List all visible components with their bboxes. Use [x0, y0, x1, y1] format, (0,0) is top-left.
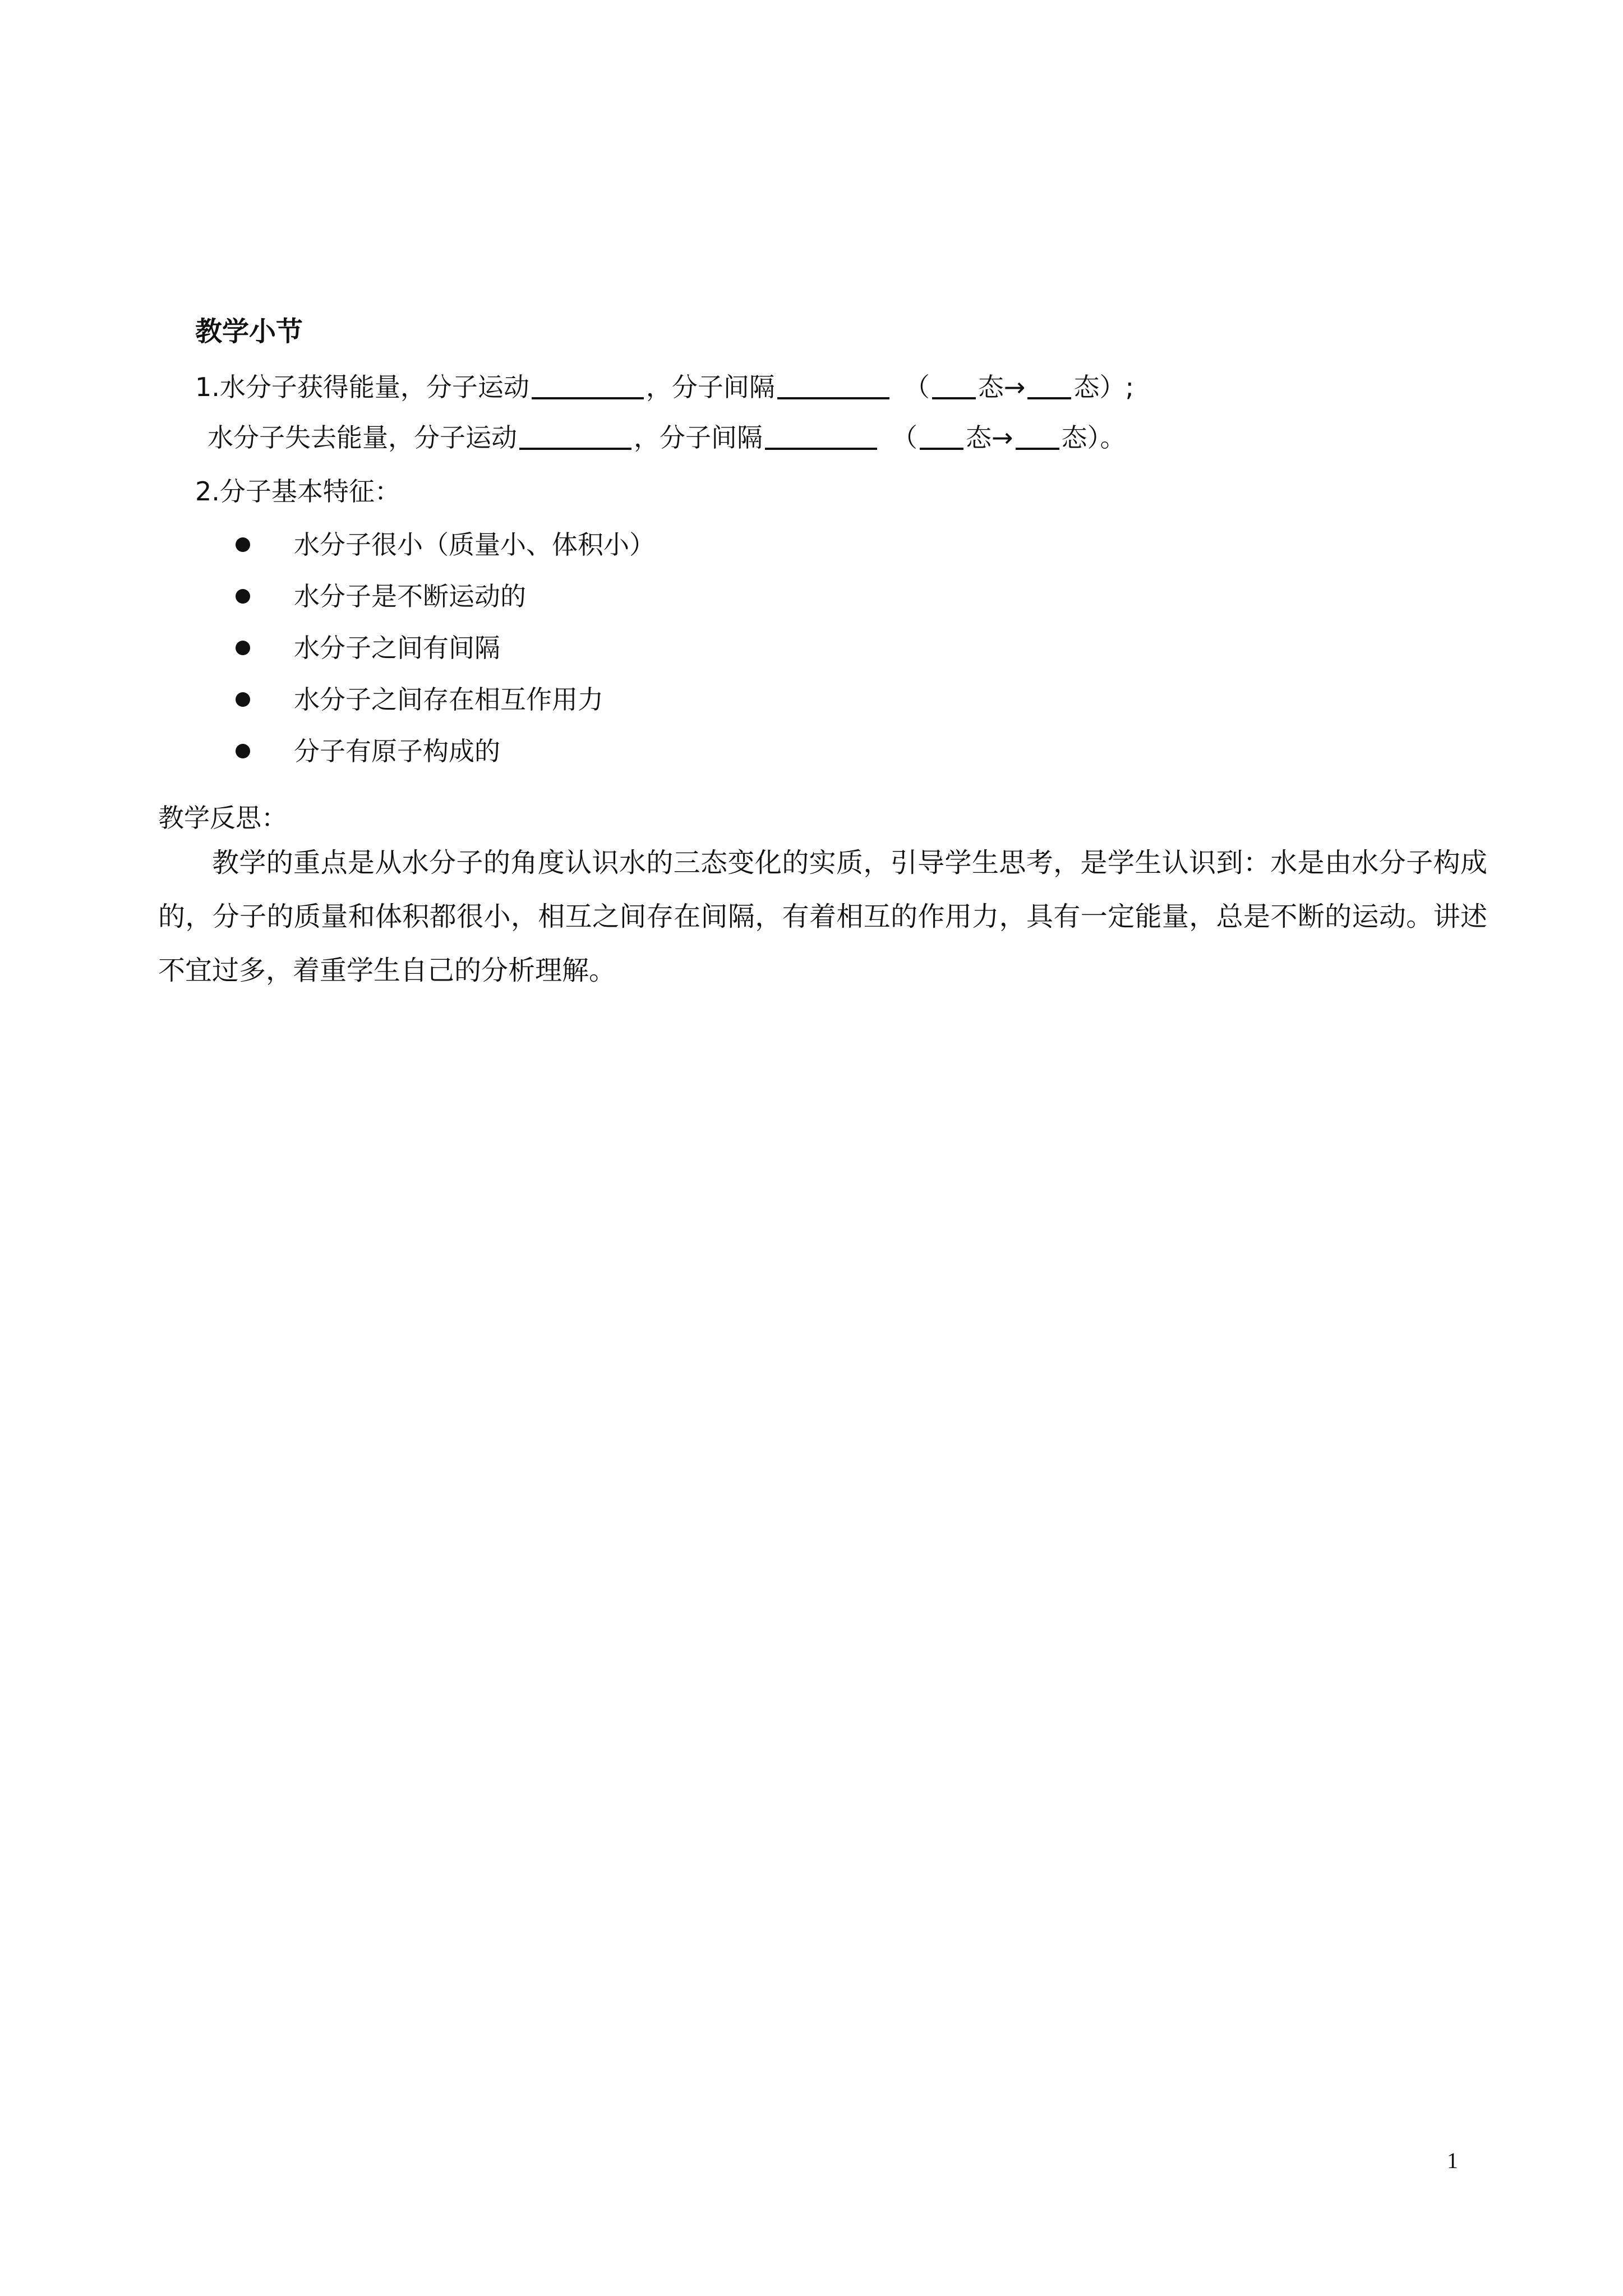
- blank-spacing-1: [777, 371, 889, 399]
- list-item: 水分子之间有间隔: [236, 622, 655, 674]
- reflection-title: 教学反思：: [158, 803, 287, 833]
- line1-text-e: 态）;: [1073, 372, 1134, 402]
- blank-spacing-2: [765, 422, 877, 450]
- list-item: 分子有原子构成的: [236, 725, 655, 777]
- line1-text-a: 1.水分子获得能量，分子运动: [195, 372, 529, 402]
- bullet-icon: [236, 744, 250, 758]
- line1-text-c: （: [903, 372, 930, 402]
- bullet-icon: [236, 537, 250, 552]
- line1-text-d: 态→: [978, 372, 1026, 402]
- blank-state-to-2: [1016, 422, 1059, 450]
- page-number: 1: [1447, 2148, 1458, 2173]
- blank-motion-2: [519, 422, 631, 450]
- reflection-body: 教学的重点是从水分子的角度认识水的三态变化的实质，引导学生思考，是学生认识到：水是由水分子构成的，分子的质量和体积都很小，相互之间存在间隔，有着相互的作用力，具有一定能量，总是不断的运动。讲述不宜过多，着重学生自己的分析理解。: [158, 847, 1487, 986]
- line2-text-e: 态）。: [1061, 422, 1126, 453]
- blank-state-from-2: [920, 422, 963, 450]
- features-title: 2.分子基本特征：: [195, 476, 400, 507]
- line2-text-d: 态→: [966, 422, 1013, 453]
- line2-text-a: 水分子失去能量，分子运动: [208, 422, 517, 453]
- line2-text-b: ，分子间隔: [634, 422, 763, 453]
- line2-text-c: （: [892, 422, 917, 453]
- blank-motion-1: [532, 371, 644, 399]
- features-list: [236, 519, 655, 777]
- blank-state-to-1: [1027, 371, 1071, 399]
- bullet-icon: [236, 589, 250, 604]
- summary-title: 教学小节: [195, 316, 303, 347]
- summary-line-2: [208, 416, 1126, 459]
- list-item: 水分子是不断运动的: [236, 570, 655, 622]
- list-item: 水分子很小（质量小、体积小）: [236, 519, 655, 570]
- bullet-icon: [236, 641, 250, 655]
- list-item: 水分子之间存在相互作用力: [236, 674, 655, 725]
- bullet-icon: [236, 692, 250, 707]
- blank-state-from-1: [932, 371, 976, 399]
- summary-line-1: [195, 366, 1134, 408]
- line1-text-b: ，分子间隔: [645, 372, 775, 402]
